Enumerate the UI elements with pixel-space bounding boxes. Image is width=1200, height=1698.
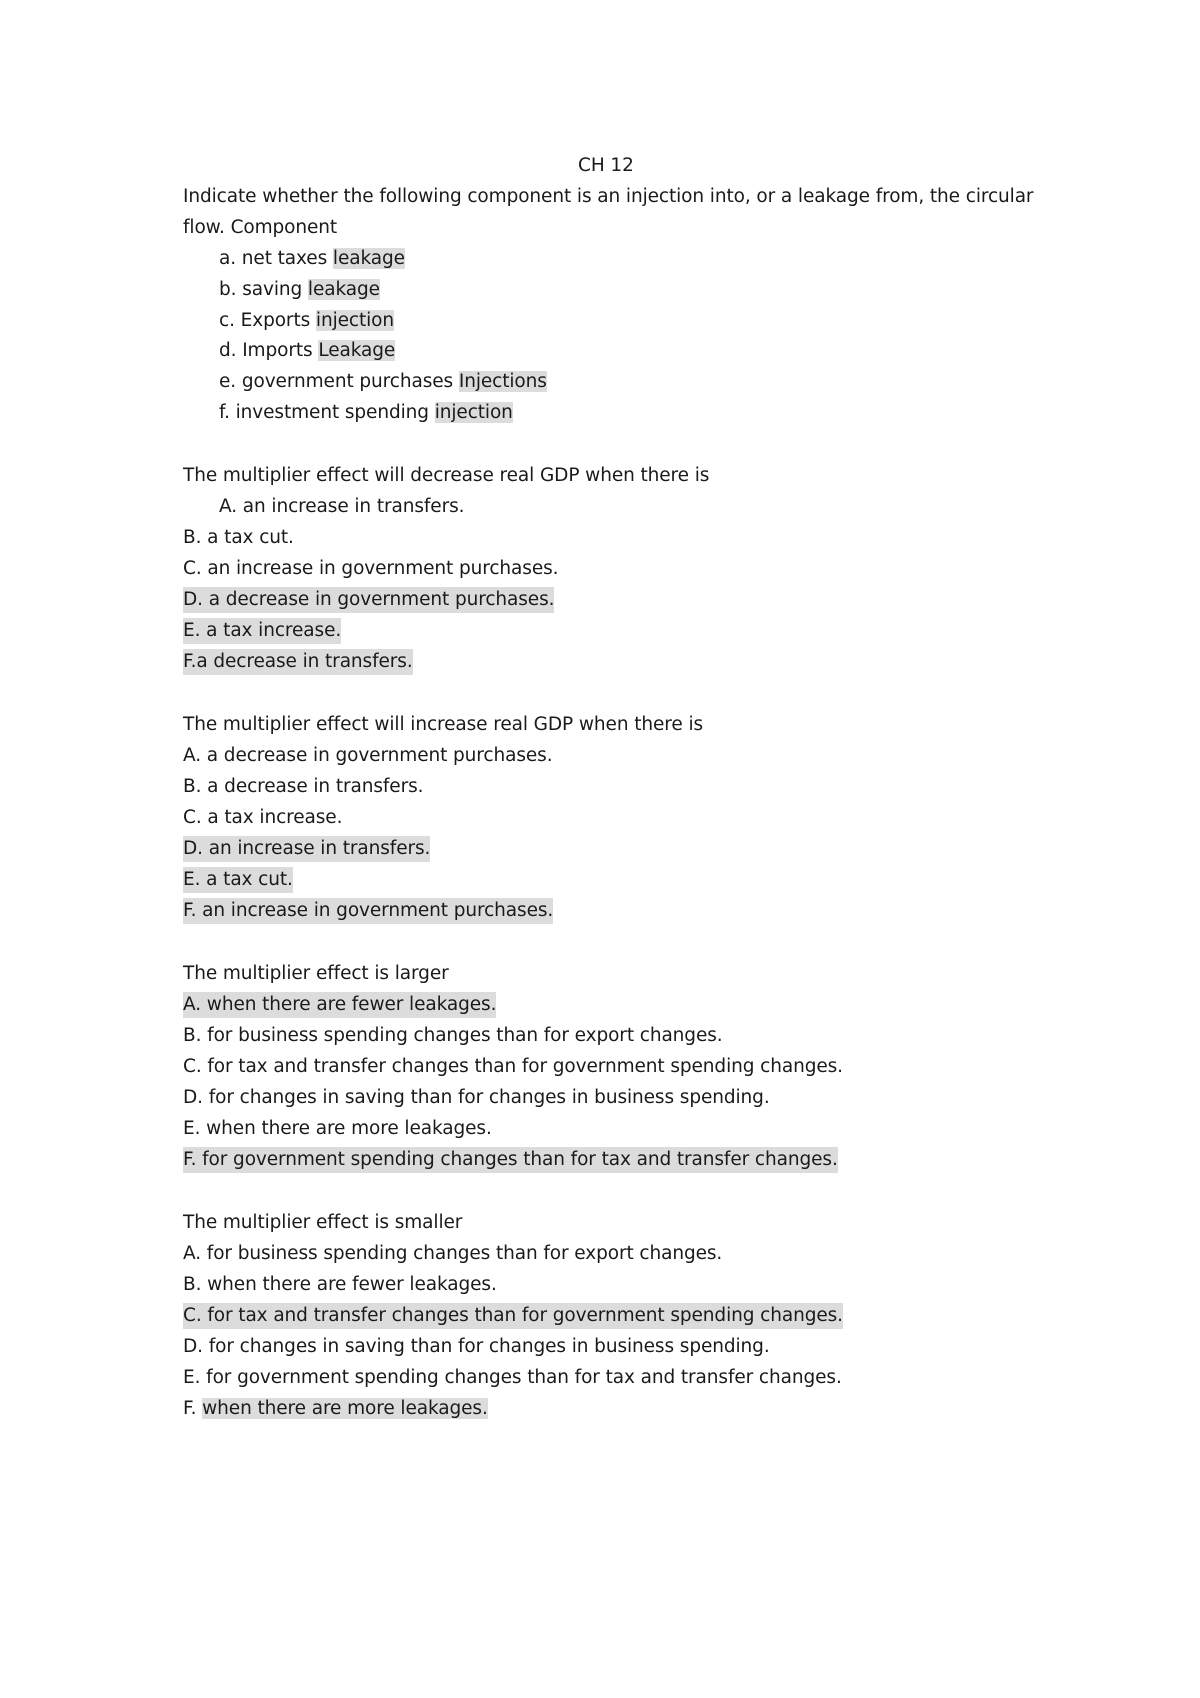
q5-option: A. for business spending changes than for export changes. xyxy=(183,1243,723,1264)
page-title: CH 12 xyxy=(578,155,634,176)
q3-option: B. a decrease in transfers. xyxy=(183,776,424,797)
q1-item-answer: Injections xyxy=(458,371,547,392)
q1-item xyxy=(219,277,380,303)
q5-prompt: The multiplier effect is smaller xyxy=(183,1212,463,1233)
q5-option-last xyxy=(183,1396,488,1422)
q5-option-answer: when there are more leakages. xyxy=(202,1398,488,1419)
q2-option-answer: D. a decrease in government purchases. xyxy=(183,587,554,613)
q5-option: B. when there are fewer leakages. xyxy=(183,1274,497,1295)
q1-item-label: f. investment spending xyxy=(219,402,435,423)
q1-item xyxy=(219,308,394,334)
q1-item-label: c. Exports xyxy=(219,310,316,331)
q4-option: D. for changes in saving than for changes in business spending. xyxy=(183,1087,770,1108)
q1-prompt-line2: flow. Component xyxy=(183,217,338,238)
q4-prompt: The multiplier effect is larger xyxy=(183,963,449,984)
q2-option-answer: E. a tax increase. xyxy=(183,618,341,644)
q2-prompt: The multiplier effect will decrease real GDP when there is xyxy=(183,465,710,486)
q5-option: D. for changes in saving than for changes in business spending. xyxy=(183,1336,770,1357)
q1-item-label: e. government purchases xyxy=(219,371,459,392)
q3-option-answer: D. an increase in transfers. xyxy=(183,836,430,862)
q2-option-answer: F.a decrease in transfers. xyxy=(183,649,413,675)
q4-option: C. for tax and transfer changes than for government spending changes. xyxy=(183,1056,843,1077)
q1-item xyxy=(219,369,547,395)
q4-option: B. for business spending changes than for export changes. xyxy=(183,1025,723,1046)
q1-item xyxy=(219,400,513,426)
q1-item-answer: injection xyxy=(315,310,395,331)
q5-option-prefix: F. xyxy=(183,1398,203,1419)
q3-option-answer: E. a tax cut. xyxy=(183,867,293,893)
q3-option-answer: F. an increase in government purchases. xyxy=(183,898,553,924)
q1-item-answer: Leakage xyxy=(318,340,396,361)
q2-option: C. an increase in government purchases. xyxy=(183,558,559,579)
q4-option-answer: A. when there are fewer leakages. xyxy=(183,992,496,1018)
q1-item xyxy=(219,246,405,272)
q3-option: A. a decrease in government purchases. xyxy=(183,745,553,766)
q5-option: E. for government spending changes than for tax and transfer changes. xyxy=(183,1367,842,1388)
q1-item-answer: leakage xyxy=(307,279,380,300)
q5-option-answer: C. for tax and transfer changes than for government spending changes. xyxy=(183,1303,843,1329)
q4-option: E. when there are more leakages. xyxy=(183,1118,492,1139)
q4-option-answer: F. for government spending changes than for tax and transfer changes. xyxy=(183,1147,838,1173)
q1-item-label: b. saving xyxy=(219,279,308,300)
q1-item-label: a. net taxes xyxy=(219,248,333,269)
q2-option: B. a tax cut. xyxy=(183,527,294,548)
q1-prompt-line1: Indicate whether the following component is an injection into, or a leakage from, the circular xyxy=(183,186,1034,207)
q2-option: A. an increase in transfers. xyxy=(219,496,465,517)
q1-item-answer: leakage xyxy=(332,248,405,269)
q3-option: C. a tax increase. xyxy=(183,807,343,828)
q3-prompt: The multiplier effect will increase real GDP when there is xyxy=(183,714,704,735)
q1-item-answer: injection xyxy=(434,402,513,423)
q1-item-label: d. Imports xyxy=(219,340,319,361)
q1-item xyxy=(219,338,395,364)
